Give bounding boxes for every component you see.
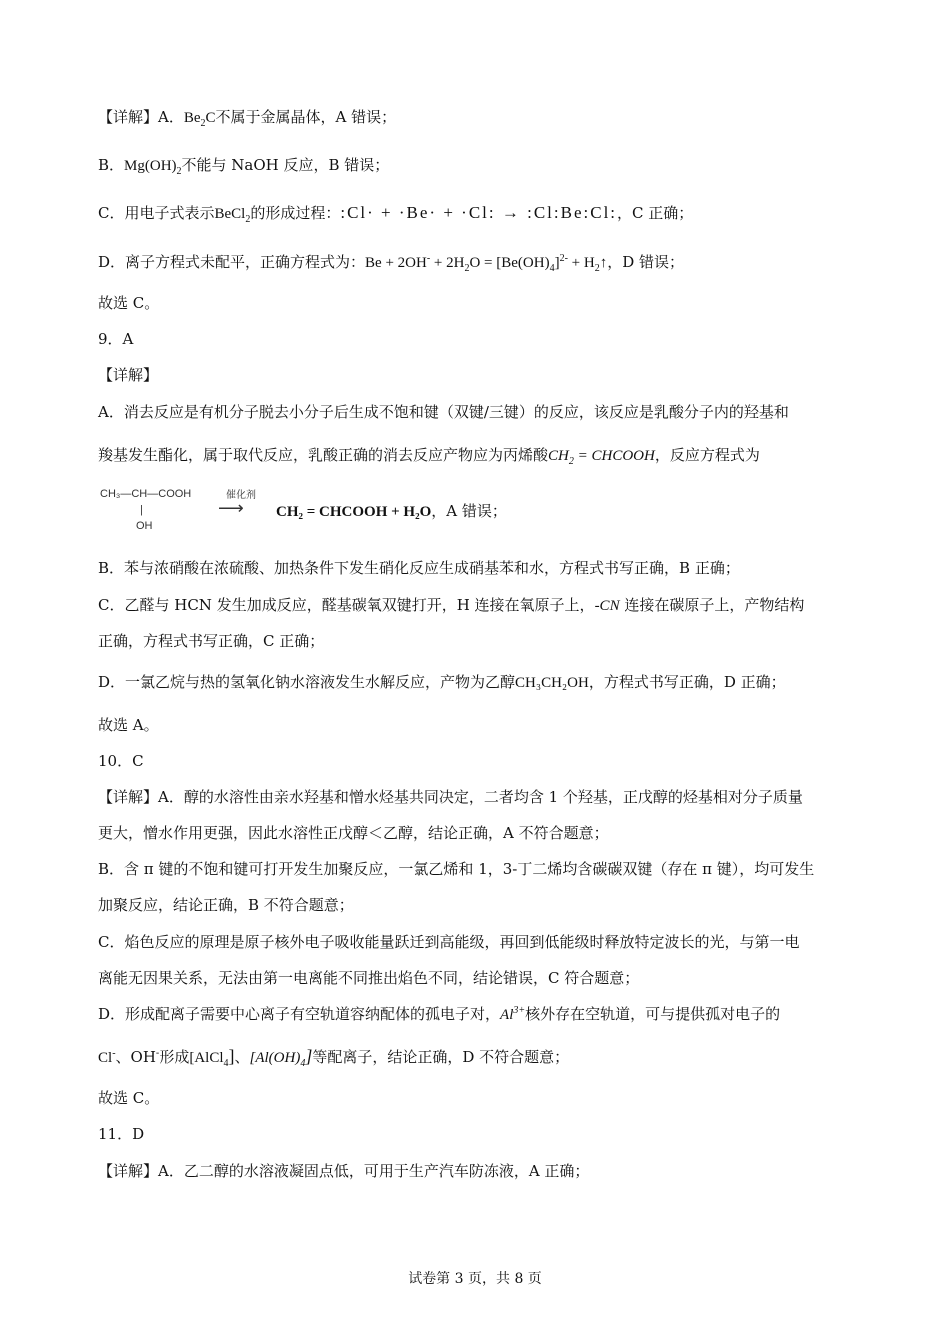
text-line: [98, 671, 858, 694]
text-segment: 不属于金属晶体，A 错误；: [215, 108, 397, 126]
reaction-equation: [100, 486, 660, 536]
text-segment: 的形成过程：: [250, 204, 341, 222]
text-segment: D．离子方程式未配平，正确方程式为：: [98, 253, 366, 271]
text-line: [98, 594, 858, 617]
text-segment: C．乙醛与 HCN 发生加成反应，醛基碳氧双键打开，H 连接在氧原子上，: [98, 596, 595, 614]
text-line: C．焰色反应的原理是原子核外电子吸收能量跃迁到高能级，再回到低能级时释放特定波长的光，与第一电: [98, 933, 800, 951]
reactant-structure: CH₃—CH—COOH | OH: [100, 488, 192, 532]
ionic-equation: $Be + 2OH^- + 2H_2O = [Be(OH)_4]^{2-}$ + $H_2↑$: [365, 253, 608, 274]
reaction-arrow: 催化剂 ⟶: [218, 490, 256, 518]
text-segment: 、: [234, 1048, 250, 1066]
text-line: 故选 C。: [98, 294, 160, 312]
text-segment: 形成: [159, 1048, 190, 1066]
text-line: 【详解】A．醇的水溶性由亲水羟基和憎水烃基共同决定，二者均含 1 个羟基，正戊醇的烃基相对分子质量: [98, 788, 803, 806]
text-line: 故选 A。: [98, 716, 159, 734]
text-line: [98, 251, 858, 274]
formula: $[Al(OH)_4]$: [249, 1046, 313, 1069]
formula: -CN: [594, 598, 620, 614]
text-segment: C．用电子式表示: [98, 204, 215, 222]
text-line: [98, 154, 858, 177]
formula: $CH_2$ = CHCOOH: [548, 448, 655, 467]
formula: [AlCl$_4$]: [189, 1046, 235, 1069]
text-line: B．含 π 键的不饱和键可打开发生加聚反应，一氯乙烯和 1，3-丁二烯均含碳碳双键（存在 π 键），均可发生: [98, 860, 815, 878]
text-line: A．消去反应是有机分子脱去小分子后生成不饱和键（双键/三键）的反应，该反应是乳酸分子内的羟基和: [98, 403, 789, 421]
text-segment: D．形成配离子需要中心离子有空轨道容纳配体的孤电子对，: [98, 1005, 501, 1023]
text-line: [98, 202, 858, 225]
text-segment: 【详解】A．: [98, 108, 184, 126]
reaction-product: CH₂ = CHCOOH + H₂O，A 错误；: [276, 502, 507, 520]
text-line: 离能无因果关系，无法由第一电离能不同推出焰色不同，结论错误，C 符合题意；: [98, 969, 640, 987]
text-segment: 不能与 NaOH 反应，B 错误；: [181, 156, 390, 174]
text-line: 【详解】: [98, 366, 159, 384]
page-footer: 试卷第 3 页，共 8 页: [408, 1271, 542, 1287]
formula: $Be_2C$: [183, 110, 216, 129]
text-line: 加聚反应，结论正确，B 不符合题意；: [98, 896, 354, 914]
electron-dot-equation: :Cl· + ·Be· + ·Cl: → :Cl:Be:Cl:: [340, 203, 618, 222]
text-segment: ，方程式书写正确，D 正确；: [588, 673, 786, 691]
text-segment: 等配离子，结论正确，D 不符合题意；: [312, 1048, 570, 1066]
text-line: [98, 1003, 858, 1026]
text-line: [98, 106, 858, 129]
text-line: 【详解】A．乙二醇的水溶液凝固点低，可用于生产汽车防冻液，A 正确；: [98, 1162, 590, 1180]
formula: $Mg(OH)_2$: [124, 158, 182, 177]
text-segment: ，反应方程式为: [654, 446, 760, 464]
text-line: 故选 C。: [98, 1089, 160, 1107]
formula: CH₃CH₂OH: [515, 675, 589, 691]
text-segment: ，D 错误；: [607, 253, 685, 271]
text-line: 正确，方程式书写正确，C 正确；: [98, 632, 325, 650]
text-line: [98, 1045, 858, 1069]
question-answer: 10．C: [98, 752, 144, 770]
text-segment: ，C 正确；: [617, 204, 694, 222]
text-segment: B．: [98, 156, 125, 174]
question-answer: 11．D: [98, 1125, 145, 1143]
text-segment: D．一氯乙烷与热的氢氧化钠水溶液发生水解反应，产物为乙醇: [98, 673, 516, 691]
text-line: [98, 444, 858, 467]
text-line: 更大，憎水作用更强，因此水溶性正戊醇＜乙醇，结论正确，A 不符合题意；: [98, 824, 609, 842]
text-line: B．苯与浓硝酸在浓硫酸、加热条件下发生硝化反应生成硝基苯和水，方程式书写正确，B 正确；: [98, 559, 740, 577]
text-segment: 连接在碳原子上，产物结构: [619, 596, 805, 614]
text-segment: 羧基发生酯化，属于取代反应，乳酸正确的消去反应产物应为丙烯酸: [98, 446, 549, 464]
question-answer: 9．A: [98, 330, 134, 348]
text-segment: 、OH-: [115, 1048, 160, 1066]
formula: BeCl$_2$: [214, 206, 251, 225]
text-segment: 核外存在空轨道，可与提供孤对电子的: [525, 1005, 781, 1023]
formula: $Al^{3+}$: [500, 1005, 526, 1023]
formula: Cl-: [98, 1048, 116, 1066]
